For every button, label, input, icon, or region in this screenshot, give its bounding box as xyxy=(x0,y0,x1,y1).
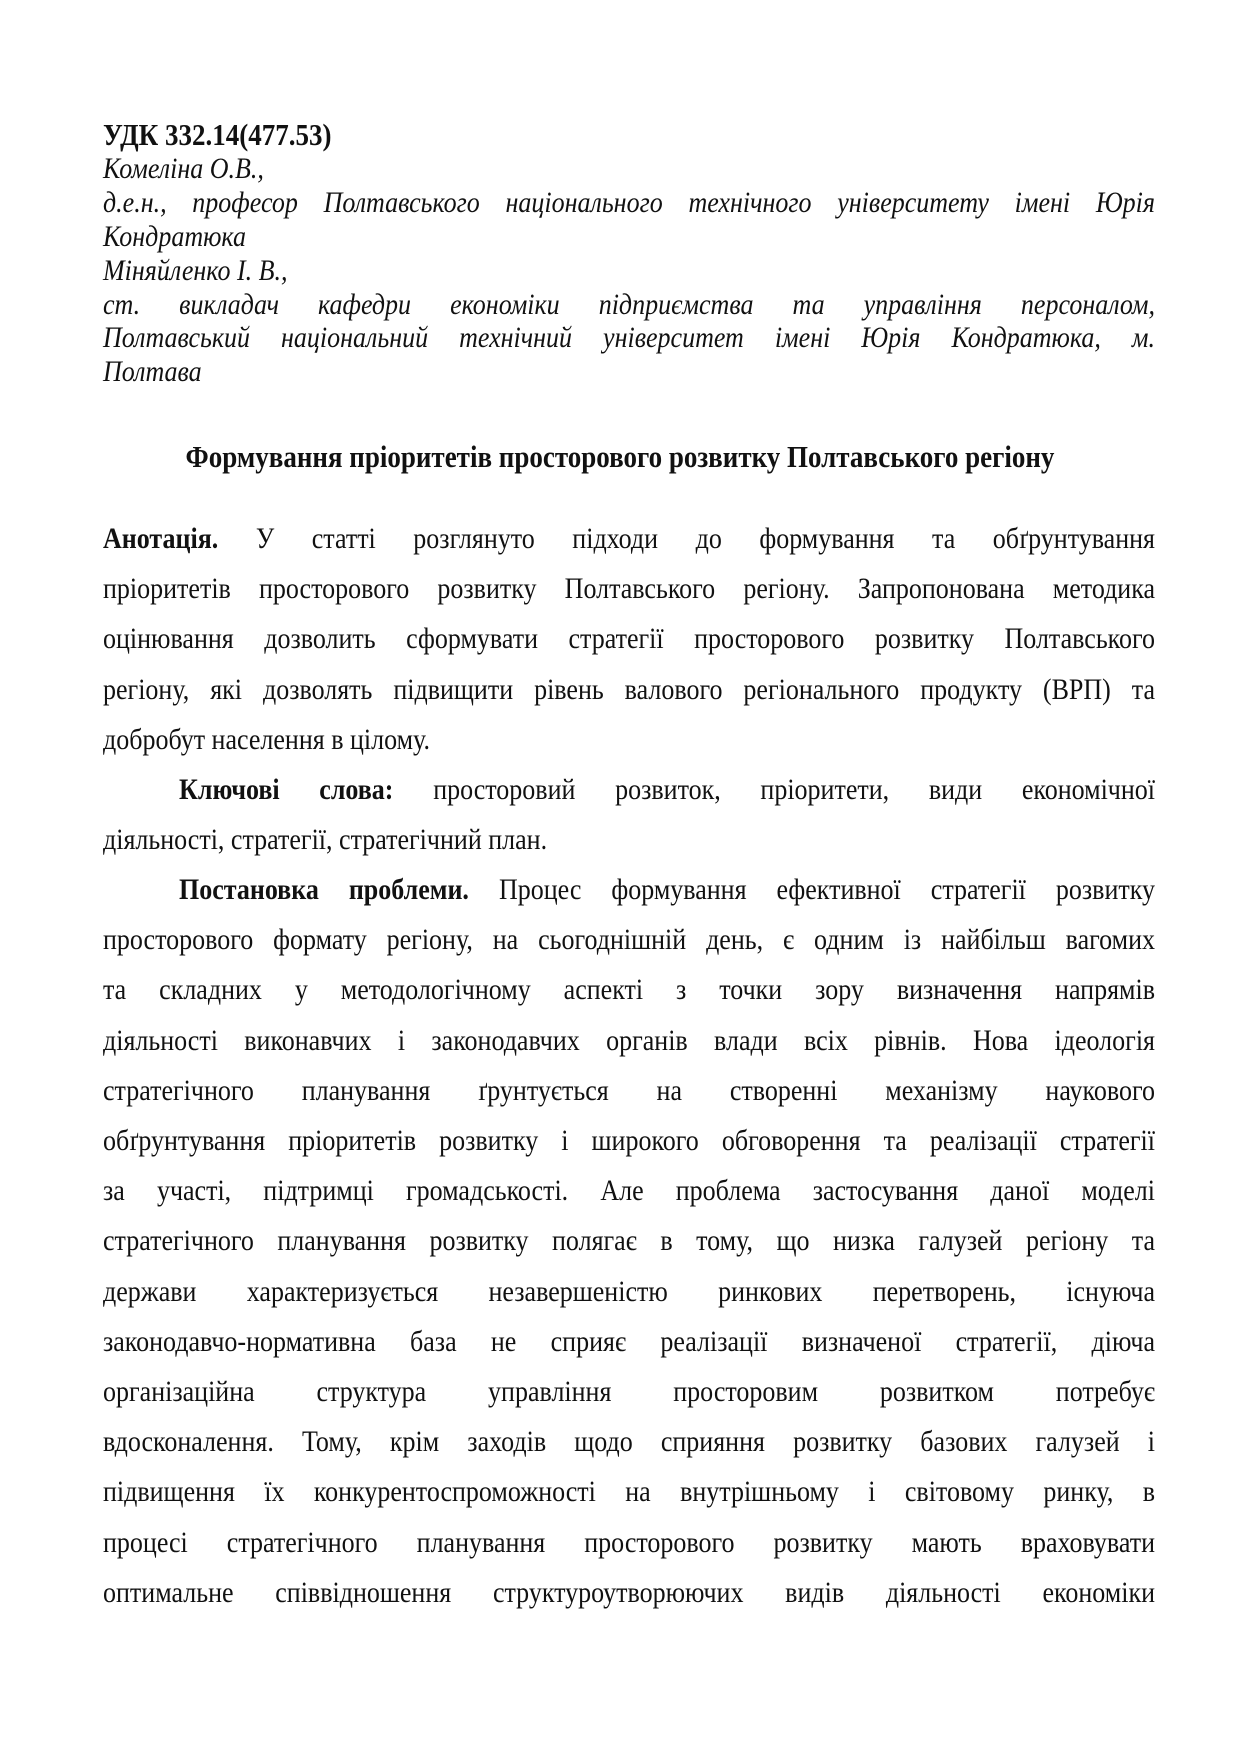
paragraph-line xyxy=(103,1575,1155,1611)
author-line: Кондратюка xyxy=(103,220,246,253)
article-title: Формування пріоритетів просторового розвитку Полтавського регіону xyxy=(185,440,1055,474)
line-text: вдосконалення. Тому, крім заходів щодо сприяння розвитку базових галузей і xyxy=(103,1425,1155,1458)
author-line: д.е.н., професор Полтавського національного технічного університету імені Юрія xyxy=(103,186,1155,219)
author-line: Міняйленко І. В., xyxy=(103,254,288,287)
line-text: оптимальне співвідношення структуроутворюючих видів діяльності економіки xyxy=(103,1575,1155,1609)
line-text: пріоритетів просторового розвитку Полтавського регіону. Запропонована методика xyxy=(103,572,1155,605)
paragraph-line xyxy=(103,722,1155,758)
paragraph-line xyxy=(103,621,1155,657)
line-text: оцінювання дозволить сформувати стратегії просторового розвитку Полтавського xyxy=(103,622,1155,655)
line-text: та складних у методологічному аспекті з точки зору визначення напрямів xyxy=(103,973,1155,1006)
line-text: держави характеризується незавершеністю ринкових перетворень, існуюча xyxy=(103,1274,1155,1308)
paragraph-line xyxy=(103,521,1155,557)
author-line: Полтавський національний технічний університет імені Юрія Кондратюка, м. xyxy=(103,321,1155,354)
author-line: Полтава xyxy=(103,355,202,388)
line-text: Процес формування ефективної стратегії розвитку xyxy=(498,873,1155,906)
line-text: просторовий розвиток, пріоритети, види економічної xyxy=(433,773,1156,806)
line-text: стратегічного планування ґрунтується на створенні механізму наукового xyxy=(103,1073,1155,1107)
udc-code: УДК 332.14(477.53) xyxy=(103,118,332,152)
paragraph-line xyxy=(103,571,1155,607)
paragraph-line xyxy=(103,822,1155,858)
paragraph-line xyxy=(103,1274,1155,1310)
author-line: Комеліна О.В., xyxy=(103,152,264,185)
paragraph-line xyxy=(103,972,1155,1008)
paragraph-line xyxy=(103,922,1155,958)
line-text: У статті розглянуто підходи до формування та обґрунтування xyxy=(255,522,1155,555)
paragraph-line xyxy=(103,1474,1155,1510)
paragraph-line xyxy=(103,1424,1155,1460)
paragraph-lead: Постановка проблеми. xyxy=(179,873,469,906)
line-text: стратегічного планування розвитку полягає в тому, що низка галузей регіону та xyxy=(103,1224,1155,1257)
paragraph-lead: Ключові слова: xyxy=(179,773,394,806)
paragraph-lead: Анотація. xyxy=(103,522,219,555)
paragraph-line xyxy=(103,1525,1155,1561)
line-text: процесі стратегічного планування просторового розвитку мають враховувати xyxy=(103,1525,1155,1559)
line-text: просторового формату регіону, на сьогоднішній день, є одним із найбільш вагомих xyxy=(103,923,1155,956)
line-text: регіону, які дозволять підвищити рівень валового регіонального продукту (ВРП) та xyxy=(103,672,1155,706)
paragraph-line xyxy=(103,1173,1155,1209)
paragraph-line xyxy=(103,1374,1155,1410)
paragraph-line xyxy=(103,1073,1155,1109)
line-text: обґрунтування пріоритетів розвитку і широкого обговорення та реалізації стратегії xyxy=(103,1124,1155,1157)
paragraph-line xyxy=(103,1324,1155,1360)
line-text: діяльності виконавчих і законодавчих органів влади всіх рівнів. Нова ідеологія xyxy=(103,1023,1155,1057)
line-text: підвищення їх конкурентоспроможності на внутрішньому і світовому ринку, в xyxy=(103,1475,1155,1508)
paragraph-line xyxy=(103,1123,1155,1159)
paragraph-line xyxy=(179,872,1155,908)
line-text: законодавчо-нормативна база не сприяє реалізації визначеної стратегії, діюча xyxy=(103,1324,1155,1358)
paragraph-line xyxy=(179,772,1155,808)
line-text: за участі, підтримці громадськості. Але проблема застосування даної моделі xyxy=(103,1174,1155,1207)
line-text: організаційна структура управління просторовим розвитком потребує xyxy=(103,1375,1155,1408)
author-line: ст. викладач кафедри економіки підприємства та управління персоналом, xyxy=(103,288,1155,321)
line-text: добробут населення в цілому. xyxy=(103,722,430,756)
paragraph-line xyxy=(103,1023,1155,1059)
paragraph-line xyxy=(103,672,1155,708)
line-text: діяльності, стратегії, стратегічний план. xyxy=(103,823,548,856)
paragraph-line xyxy=(103,1223,1155,1259)
